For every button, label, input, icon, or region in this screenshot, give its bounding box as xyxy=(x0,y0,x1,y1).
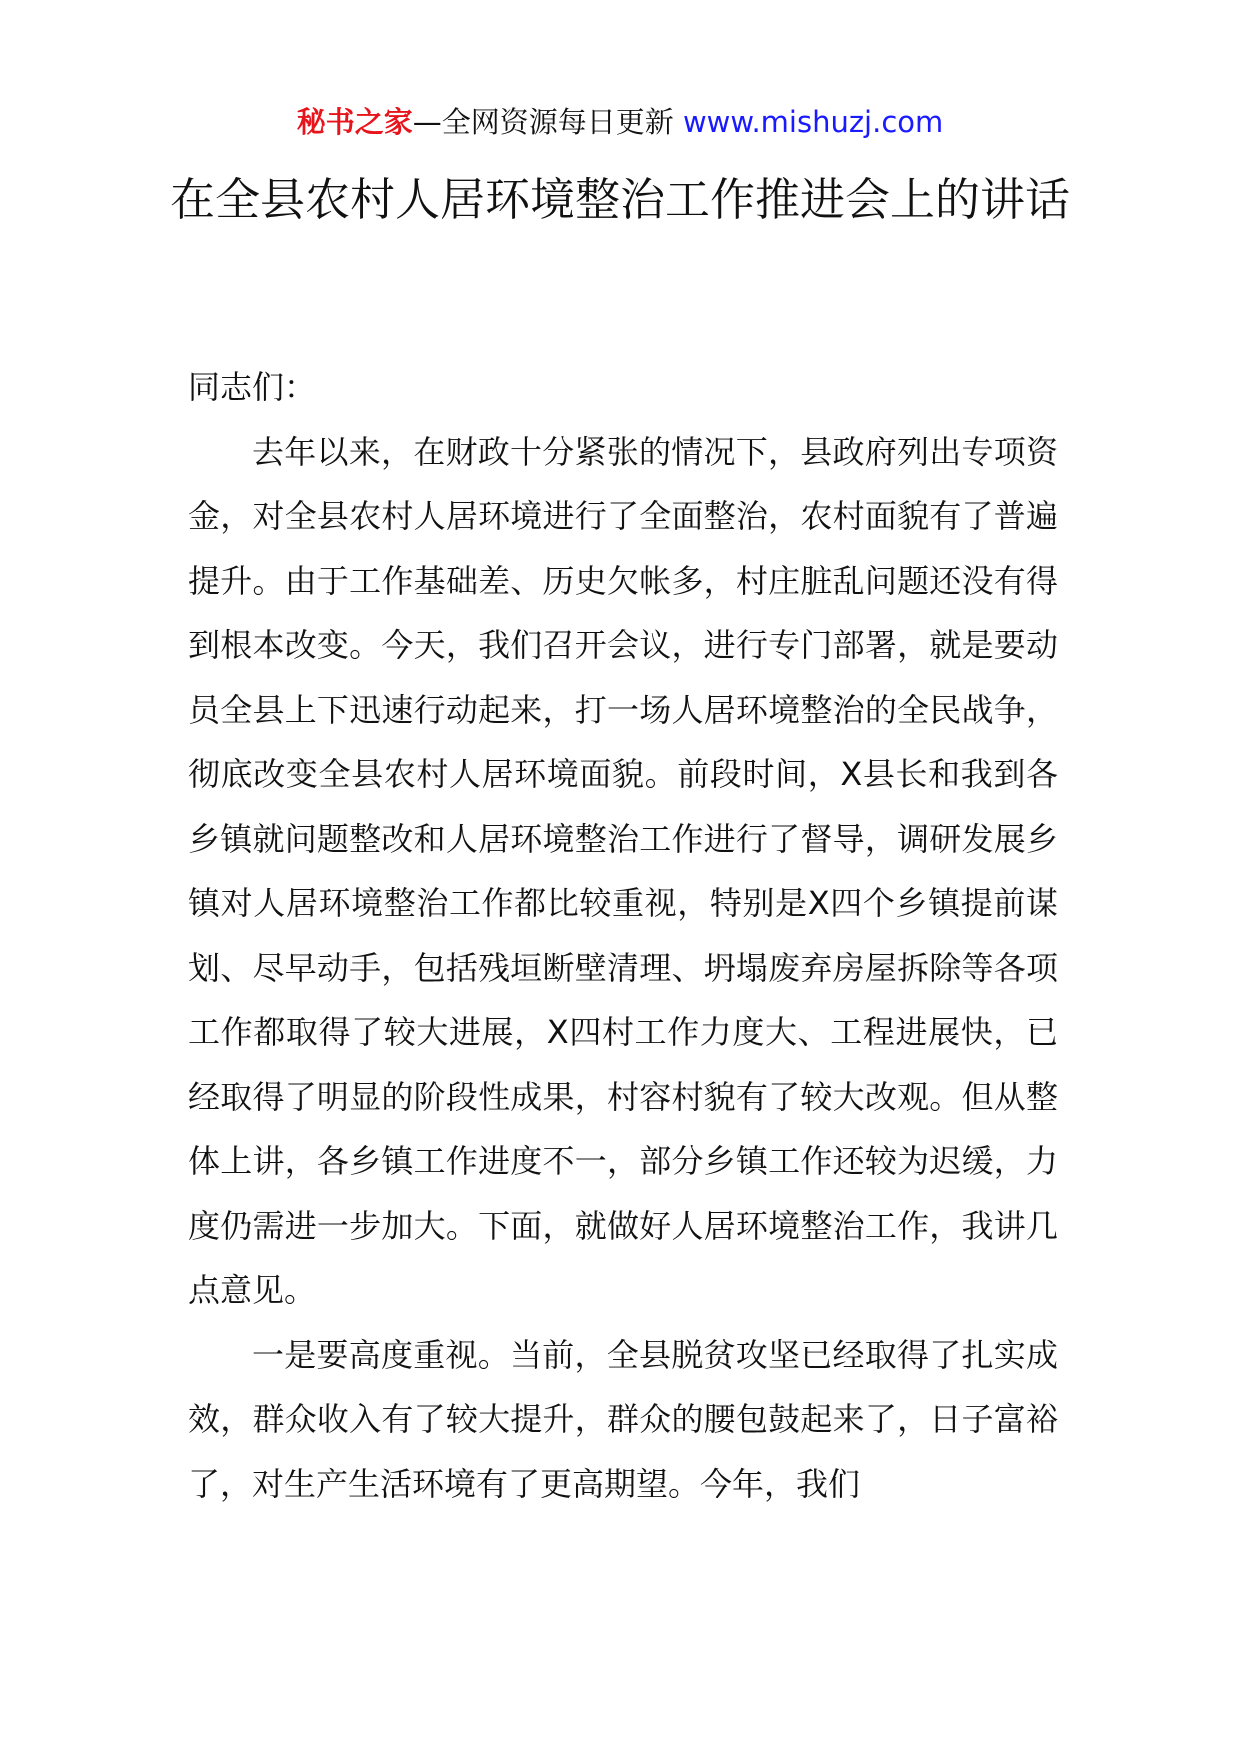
header-tagline: 全网资源每日更新 xyxy=(441,105,683,139)
watermark-header xyxy=(0,100,1240,144)
paragraph: 一是要高度重视。当前，全县脱贫攻坚已经取得了扎实成效，群众收入有了较大提升，群众的腰包鼓起来了，日子富裕了，对生产生活环境有了更高期望。今年，我们 xyxy=(188,1335,1058,1503)
greeting: 同志们： xyxy=(188,368,317,406)
brand-name: 秘书之家 xyxy=(296,105,413,139)
header-url[interactable]: www.mishuzj.com xyxy=(682,105,944,139)
header-dash: — xyxy=(412,105,442,139)
document-body xyxy=(188,355,1058,1516)
paragraph: 去年以来，在财政十分紧张的情况下，县政府列出专项资金，对全县农村人居环境进行了全面整治，农村面貌有了普遍提升。由于工作基础差、历史欠帐多，村庄脏乱问题还没有得到根本改变。今天，我们召开会议，进行专门部署，就是要动员全县上下迅速行动起来，打一场人居环境整治的全民战争，彻底改变全县农村人居环境面貌。前段时间，X县长和我到各乡镇就问题整改和人居环境整治工作进行了督导，调研发展乡镇对人居环境整治工作都比较重视，特别是X四个乡镇提前谋划、尽早动手，包括残垣断壁清理、坍塌废弃房屋拆除等各项工作都取得了较大进展，X四村工作力度大、工程进展快，已经取得了明显的阶段性成果，村容村貌有了较大改观。但从整体上讲，各乡镇工作进度不一，部分乡镇工作还较为迟缓，力度仍需进一步加大。下面，就做好人居环境整治工作，我讲几点意见。 xyxy=(188,432,1058,1309)
document-title: 在全县农村人居环境整治工作推进会上的讲话 xyxy=(169,173,1070,226)
